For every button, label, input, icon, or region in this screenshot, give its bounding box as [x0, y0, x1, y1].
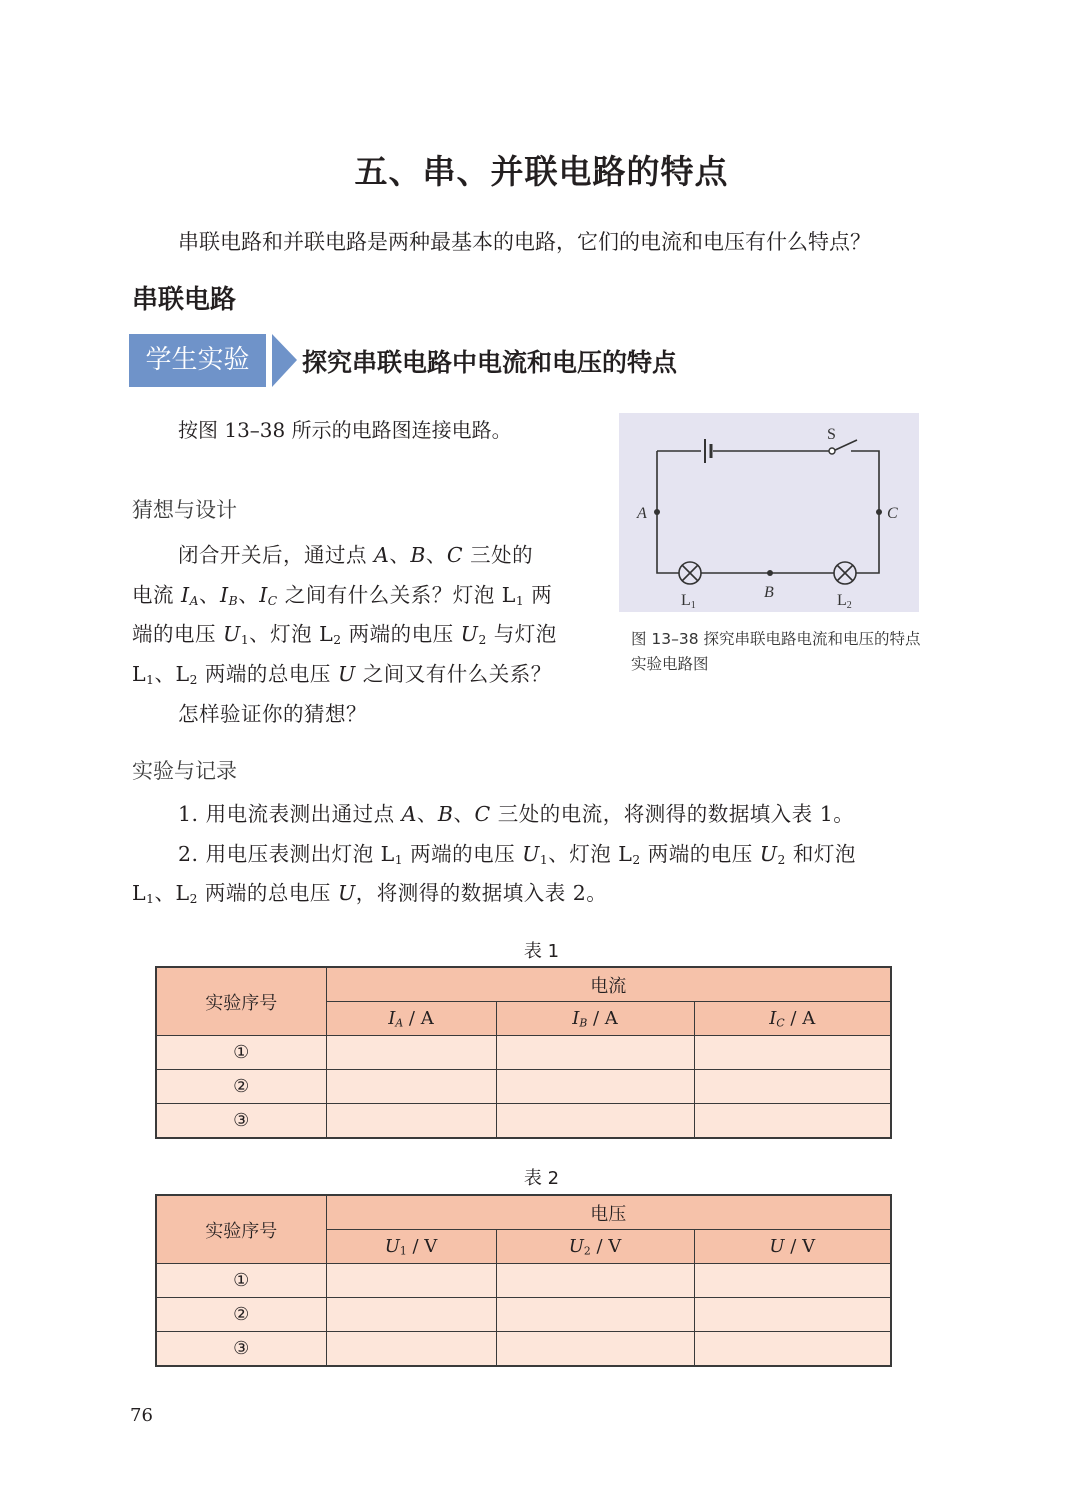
- switch-contact-icon: [829, 448, 835, 454]
- table-row: ③: [156, 1104, 891, 1139]
- record-heading: 实验与记录: [132, 759, 237, 783]
- label-b: B: [764, 584, 774, 601]
- guess-line-4: $L_1$、$L_2$ 两端的总电压 U 之间又有什么关系？: [132, 662, 552, 688]
- label-c: C: [887, 505, 898, 522]
- page-number: 76: [130, 1405, 153, 1426]
- table-row: ③: [156, 1332, 891, 1367]
- table-row: ①: [156, 1036, 891, 1070]
- label-l1: L1: [681, 592, 696, 611]
- experiment-title: 探究串联电路中电流和电压的特点: [302, 348, 678, 377]
- circuit-diagram: [619, 413, 919, 612]
- guess-line-2: 电流 $I_A$、$I_B$、$I_C$ 之间有什么关系？灯泡 $L_1$ 两: [132, 583, 553, 609]
- table-1-col-ib: $I_B$ / A: [496, 1002, 694, 1036]
- step-2-line-1: 2. 用电压表测出灯泡 $L_1$ 两端的电压 $U_1$、灯泡 $L_2$ 两端的电压 $U_2$ 和灯泡: [178, 842, 856, 868]
- figure-caption: 图 13–38 探究串联电路电流和电压的特点实验电路图: [631, 630, 921, 673]
- guess-line-3: 端的电压 $U_1$、灯泡 $L_2$ 两端的电压 $U_2$ 与灯泡: [132, 622, 557, 648]
- table-2: [155, 1194, 892, 1367]
- circuit-svg: [619, 413, 919, 612]
- connect-instruction: 按图 13–38 所示的电路图连接电路。: [178, 418, 512, 442]
- table-row: ②: [156, 1070, 891, 1104]
- table-1: [155, 966, 892, 1139]
- table-1-col-ic: $I_C$ / A: [694, 1002, 891, 1036]
- table-1-col-ia: $I_A$ / A: [326, 1002, 496, 1036]
- intro-paragraph: 串联电路和并联电路是两种最基本的电路，它们的电流和电压有什么特点？: [178, 230, 871, 254]
- table-2-col-u: U / V: [694, 1230, 891, 1264]
- experiment-arrow-icon: [272, 334, 297, 387]
- point-a-dot: [654, 509, 660, 515]
- table-row: ①: [156, 1264, 891, 1298]
- table-2-col-u2: $U_2$ / V: [496, 1230, 694, 1264]
- table-2-caption: 表 2: [523, 1168, 560, 1189]
- section-heading: 串联电路: [132, 285, 237, 315]
- table-row: ②: [156, 1298, 891, 1332]
- point-c-dot: [876, 509, 882, 515]
- wire-left: [657, 451, 679, 573]
- label-l2: L2: [837, 592, 852, 611]
- wire-right: [851, 451, 879, 573]
- experiment-tag: 学生实验: [129, 334, 266, 387]
- table-2-col-u1: $U_1$ / V: [326, 1230, 496, 1264]
- table-2-row-header: 实验序号: [156, 1195, 326, 1264]
- switch-blade: [833, 440, 857, 451]
- guess-heading: 猜想与设计: [132, 498, 237, 522]
- point-b-dot: [767, 570, 773, 576]
- step-2-line-2: $L_1$、$L_2$ 两端的总电压 U，将测得的数据填入表 2。: [132, 881, 608, 907]
- page-title: 五、串、并联电路的特点: [354, 152, 729, 191]
- label-a: A: [637, 505, 647, 522]
- guess-line-1: 闭合开关后，通过点 A、B、C 三处的: [178, 543, 534, 567]
- table-1-caption: 表 1: [523, 941, 560, 962]
- step-1: 1. 用电流表测出通过点 A、B、C 三处的电流，将测得的数据填入表 1。: [178, 802, 855, 826]
- guess-line-5: 怎样验证你的猜想？: [178, 702, 367, 726]
- table-1-group-header: 电流: [326, 967, 891, 1002]
- label-s: S: [827, 426, 836, 443]
- table-1-row-header: 实验序号: [156, 967, 326, 1036]
- table-2-group-header: 电压: [326, 1195, 891, 1230]
